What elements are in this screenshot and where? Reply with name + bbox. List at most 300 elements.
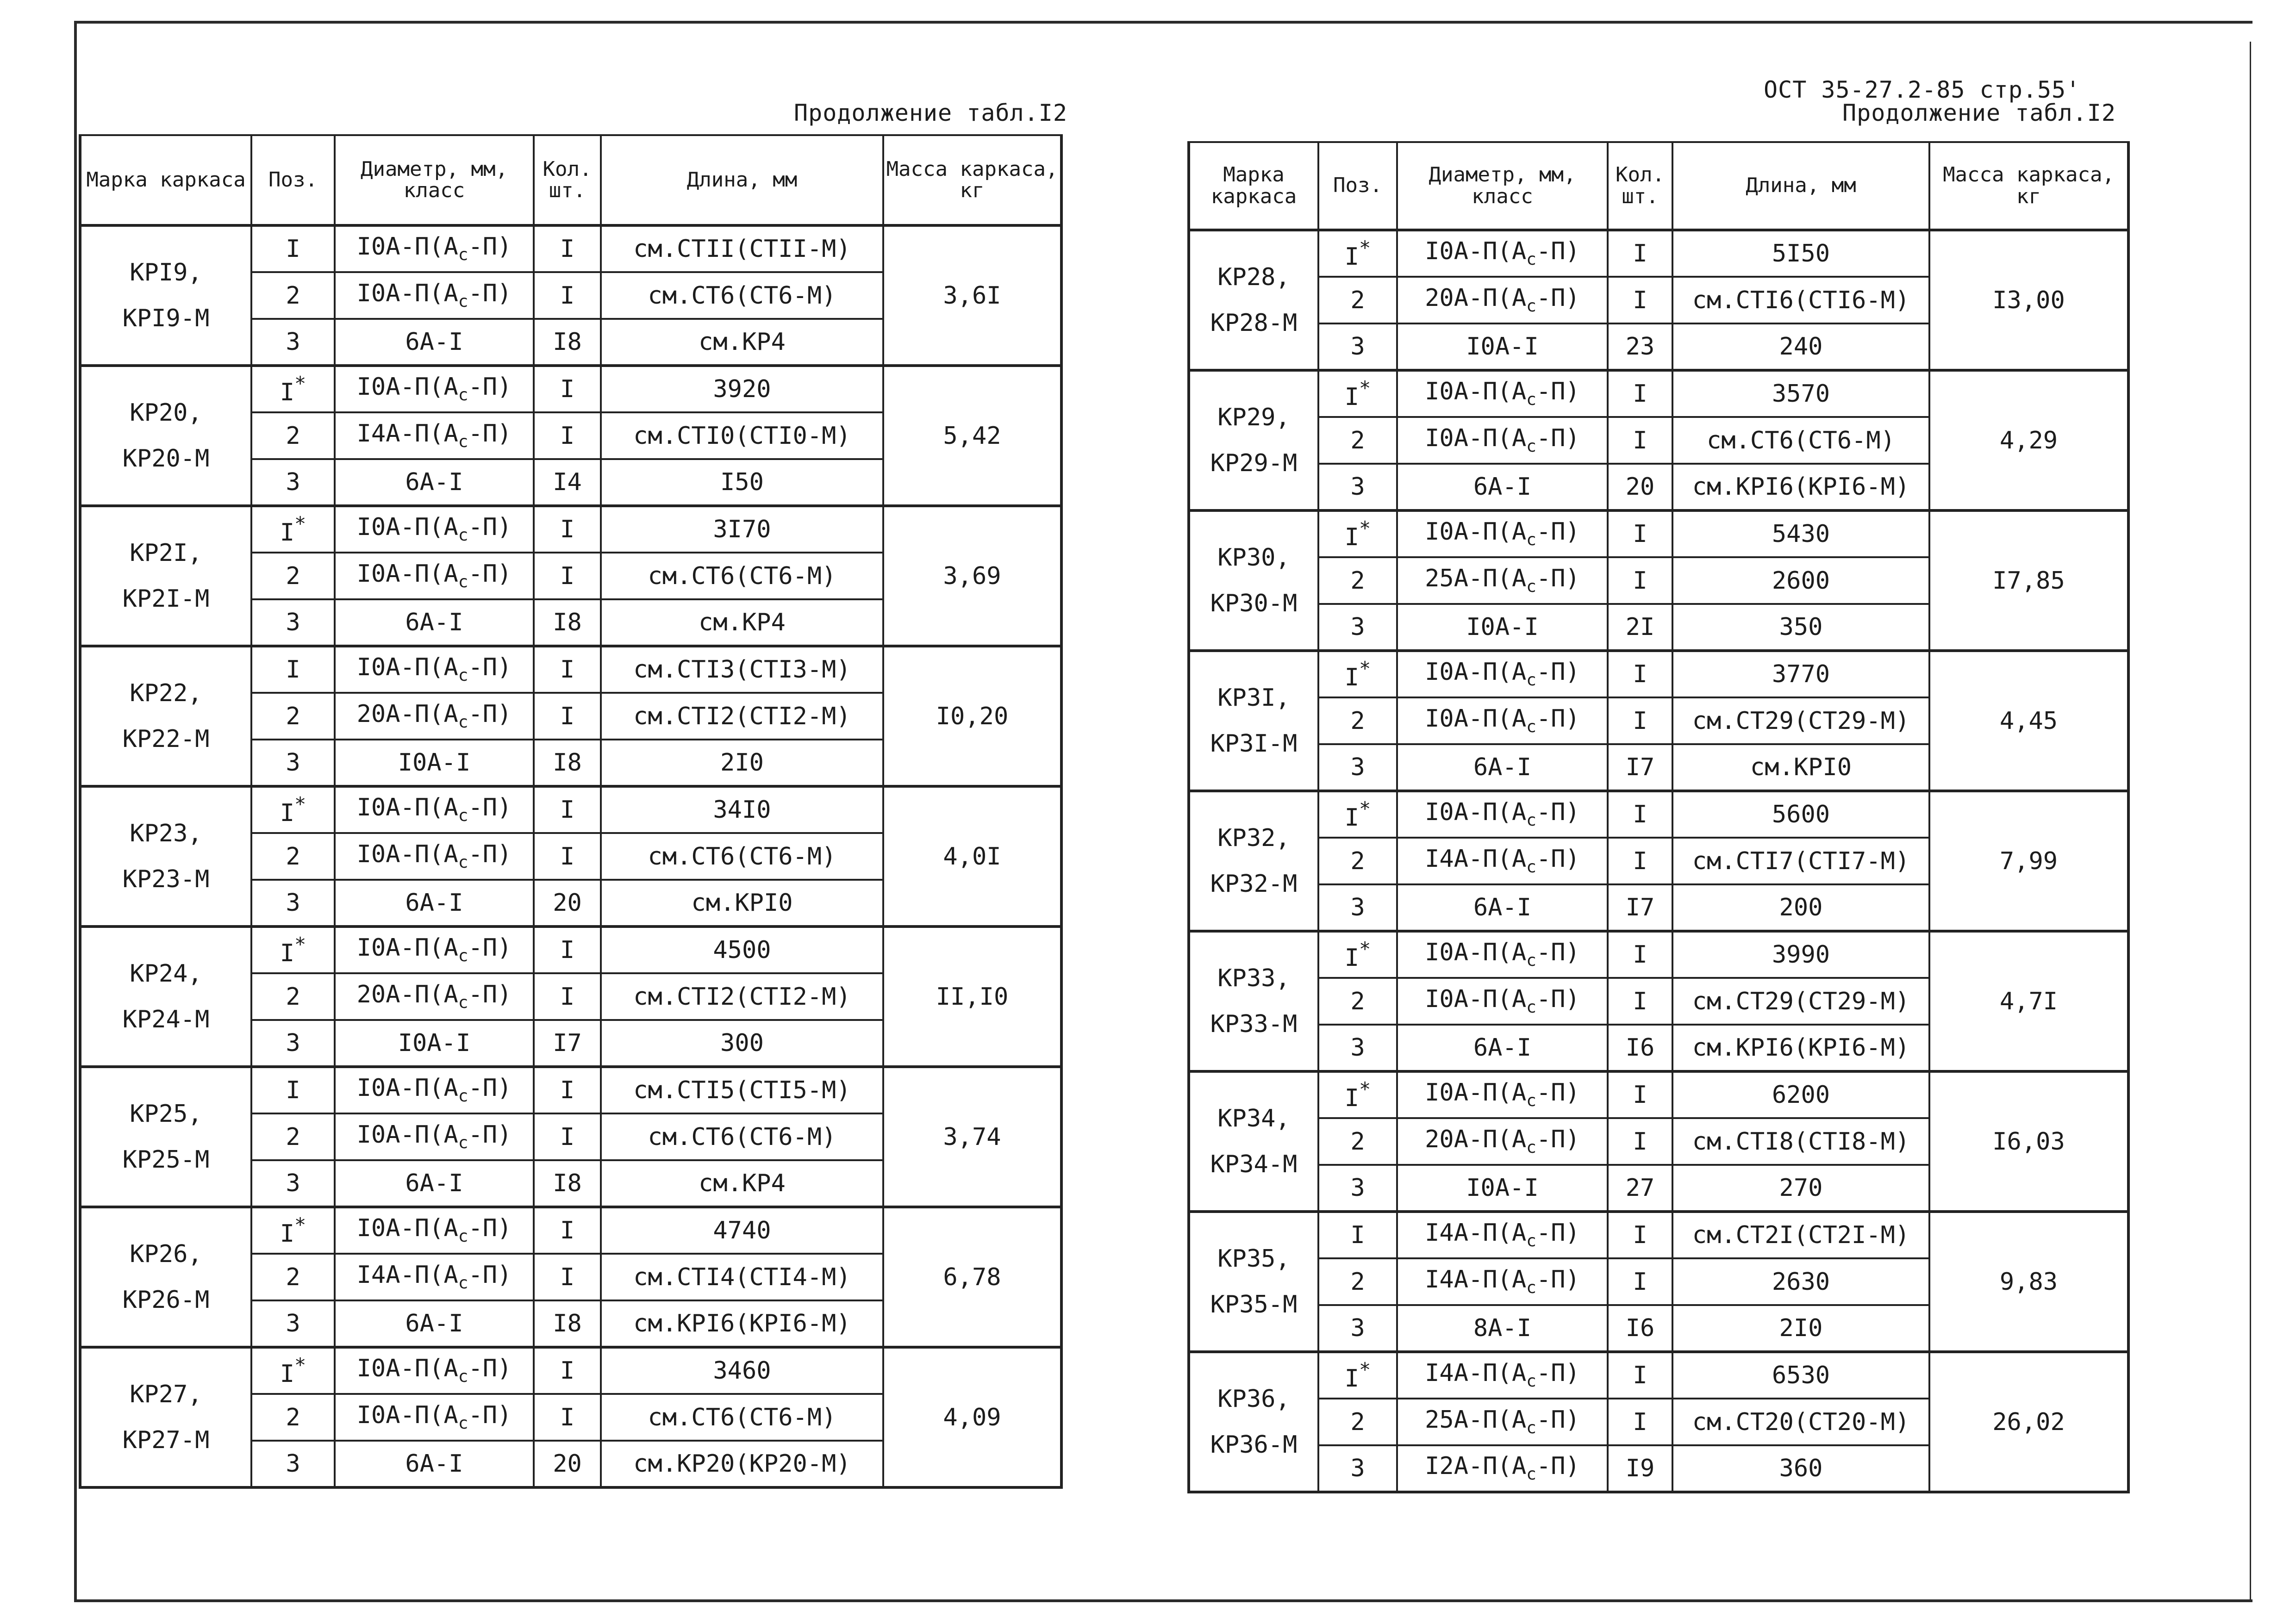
quantity-cell: I (1608, 791, 1672, 838)
length-cell: см.КР4 (601, 1160, 883, 1207)
mark-cell (1189, 1352, 1318, 1492)
asterisk-mark: * (1359, 938, 1371, 960)
table-row (80, 1347, 1061, 1394)
position-cell (251, 786, 335, 833)
mass-cell: I6,03 (1929, 1071, 2128, 1212)
position-number: 3 (1350, 1034, 1365, 1062)
mass-cell: 6,78 (883, 1207, 1061, 1347)
position-number: 3 (286, 468, 300, 496)
mark-variant: КР24-М (122, 1005, 210, 1033)
col-mass: Масса каркаса, кг (883, 135, 1061, 225)
diameter-class: I0А-I (1466, 333, 1539, 361)
diameter-cell (1397, 1118, 1608, 1165)
diameter-suffix: -П) (468, 1120, 512, 1149)
length-cell: 3770 (1672, 651, 1929, 697)
diameter-subscript: с (458, 1413, 468, 1433)
mass-cell: 4,7I (1929, 931, 2128, 1071)
mark-primary: КР25, (130, 1100, 202, 1128)
position-cell (1318, 1025, 1397, 1071)
col-qty: Кол. шт. (1608, 142, 1672, 230)
quantity-cell: I (534, 693, 601, 740)
position-number: 2 (1350, 286, 1365, 314)
length-cell: см.СТI5(СТI5-М) (601, 1067, 883, 1113)
mark-primary: КР35, (1217, 1244, 1290, 1273)
mark-primary: КР22, (130, 679, 202, 707)
length-cell: см.СТI2(СТI2-М) (601, 693, 883, 740)
col-mark: Марка каркаса (80, 135, 251, 225)
mark-variant: КР23-М (122, 865, 210, 893)
diameter-suffix: -П) (1536, 1265, 1580, 1293)
diameter-subscript: с (458, 432, 468, 451)
diameter-class: I0А-П(А (356, 233, 458, 261)
table-row (1189, 370, 2128, 417)
position-cell (1318, 1071, 1397, 1118)
position-cell (251, 1441, 335, 1487)
diameter-cell (335, 1067, 534, 1113)
mark-primary: КР28, (1217, 263, 1290, 291)
length-cell: см.СТI7(СТI7-М) (1672, 838, 1929, 884)
quantity-cell: I (1608, 651, 1672, 697)
position-cell (1318, 1118, 1397, 1165)
diameter-cell (335, 1207, 534, 1254)
quantity-cell: I (534, 1254, 601, 1300)
diameter-subscript: с (1526, 1418, 1536, 1437)
quantity-cell: 20 (534, 1441, 601, 1487)
quantity-cell: I (1608, 510, 1672, 557)
quantity-cell: I7 (534, 1020, 601, 1067)
diameter-subscript: с (1526, 997, 1536, 1017)
position-cell (1318, 744, 1397, 791)
diameter-cell (1397, 510, 1608, 557)
mark-cell (80, 786, 251, 927)
diameter-cell (335, 833, 534, 880)
diameter-class: 25А-П(А (1425, 1405, 1527, 1434)
position-cell (251, 973, 335, 1020)
position-cell (1318, 230, 1397, 277)
diameter-class: I4А-П(А (1425, 845, 1527, 873)
mark-cell (1189, 931, 1318, 1071)
diameter-suffix: -П) (468, 1401, 512, 1429)
quantity-cell: I (1608, 697, 1672, 744)
diameter-cell (1397, 1025, 1608, 1071)
length-cell: 360 (1672, 1445, 1929, 1492)
length-cell: см.КРI0 (1672, 744, 1929, 791)
diameter-class: I2А-П(А (1425, 1452, 1527, 1480)
mark-variant: КР32-М (1210, 870, 1298, 898)
diameter-cell (335, 225, 534, 272)
position-number: I (286, 235, 300, 263)
position-number: I (1344, 664, 1359, 691)
position-number: 2 (1350, 847, 1365, 875)
diameter-suffix: -П) (468, 1355, 512, 1382)
quantity-cell: I (534, 833, 601, 880)
diameter-class: I4А-П(А (356, 419, 458, 448)
col-length: Длина, мм (601, 135, 883, 225)
mark-variant: КР3I-М (1210, 729, 1298, 758)
position-cell (251, 1113, 335, 1160)
position-number: 3 (286, 1029, 300, 1057)
diameter-cell (1397, 557, 1608, 604)
quantity-cell: 20 (1608, 464, 1672, 510)
position-cell (1318, 323, 1397, 370)
length-cell: см.СТI2(СТI2-М) (601, 973, 883, 1020)
length-cell: см.СТ6(СТ6-М) (1672, 417, 1929, 464)
quantity-cell: 20 (534, 880, 601, 927)
position-number: 3 (286, 749, 300, 777)
diameter-subscript: с (458, 1367, 468, 1386)
quantity-cell: I (1608, 1352, 1672, 1399)
diameter-class: I0А-П(А (356, 1355, 458, 1382)
position-cell (1318, 417, 1397, 464)
table-row (80, 927, 1061, 973)
diameter-cell (1397, 651, 1608, 697)
table-row (1189, 1212, 2128, 1258)
position-cell (1318, 510, 1397, 557)
position-number: 2 (1350, 426, 1365, 454)
diameter-class: 20А-П(А (1425, 1125, 1527, 1153)
diameter-suffix: -П) (468, 233, 512, 261)
diameter-subscript: с (1526, 811, 1536, 830)
diameter-class: I0А-П(А (1425, 658, 1527, 686)
col-pos: Поз. (1318, 142, 1397, 230)
diameter-suffix: -П) (1536, 424, 1580, 452)
position-number: 3 (1350, 1174, 1365, 1202)
position-number: 2 (286, 1403, 300, 1431)
diameter-suffix: -П) (1536, 939, 1580, 966)
quantity-cell: I4 (534, 459, 601, 506)
position-cell (1318, 1165, 1397, 1212)
quantity-cell: I (1608, 230, 1672, 277)
diameter-class: I0А-П(А (356, 1074, 458, 1102)
length-cell: см.КРI0 (601, 880, 883, 927)
diameter-subscript: с (458, 292, 468, 311)
quantity-cell: I (534, 1207, 601, 1254)
position-cell (251, 412, 335, 459)
position-number: 2 (286, 842, 300, 871)
quantity-cell: I6 (1608, 1025, 1672, 1071)
length-cell: 5430 (1672, 510, 1929, 557)
length-cell: 4740 (601, 1207, 883, 1254)
position-cell (251, 1254, 335, 1300)
position-cell (251, 225, 335, 272)
length-cell: 240 (1672, 323, 1929, 370)
diameter-class: I0А-П(А (1425, 518, 1527, 546)
diameter-suffix: -П) (1536, 1452, 1580, 1480)
position-number: I (280, 1220, 294, 1248)
diameter-class: I0А-П(А (1425, 237, 1527, 265)
diameter-class: 8А-I (1473, 1314, 1532, 1342)
col-pos: Поз. (251, 135, 335, 225)
diameter-suffix: -П) (468, 653, 512, 681)
diameter-cell (335, 880, 534, 927)
mark-primary: КР27, (130, 1380, 202, 1408)
mark-primary: КР2I, (130, 539, 202, 567)
asterisk-mark: * (294, 933, 306, 956)
diameter-suffix: -П) (1536, 1079, 1580, 1107)
position-cell (1318, 1212, 1397, 1258)
diameter-cell (335, 459, 534, 506)
position-cell (251, 1347, 335, 1394)
table-row (1189, 1352, 2128, 1399)
mark-cell (80, 1067, 251, 1207)
quantity-cell: I (534, 272, 601, 319)
diameter-suffix: -П) (468, 513, 512, 541)
length-cell: см.СТ6(СТ6-М) (601, 553, 883, 599)
mark-variant: КР2I-М (122, 585, 210, 613)
diameter-class: I0А-П(А (356, 1401, 458, 1429)
diameter-class: 6А-I (405, 1169, 463, 1197)
length-cell: см.КР4 (601, 599, 883, 646)
mark-cell (1189, 230, 1318, 370)
table-row (1189, 510, 2128, 557)
diameter-subscript: с (1526, 1091, 1536, 1110)
position-cell (1318, 1399, 1397, 1445)
quantity-cell: I (1608, 1399, 1672, 1445)
position-number: 3 (1350, 613, 1365, 641)
diameter-subscript: с (1526, 857, 1536, 877)
diameter-cell (1397, 230, 1608, 277)
table-row (1189, 931, 2128, 978)
position-cell (1318, 1445, 1397, 1492)
diameter-suffix: -П) (1536, 518, 1580, 546)
mark-primary: КР29, (1217, 403, 1290, 431)
quantity-cell: I (1608, 838, 1672, 884)
mark-cell (1189, 651, 1318, 791)
position-cell (251, 646, 335, 693)
diameter-subscript: с (458, 712, 468, 732)
diameter-cell (335, 927, 534, 973)
diameter-class: I0А-П(А (1425, 704, 1527, 733)
position-cell (1318, 464, 1397, 510)
diameter-class: 25А-П(А (1425, 564, 1527, 592)
position-number: I (280, 1360, 294, 1388)
position-cell (1318, 978, 1397, 1025)
diameter-suffix: -П) (1536, 1359, 1580, 1387)
col-length: Длина, мм (1672, 142, 1929, 230)
length-cell: см.СТ6(СТ6-М) (601, 272, 883, 319)
diameter-suffix: -П) (1536, 1125, 1580, 1153)
mark-variant: КР36-М (1210, 1430, 1298, 1459)
table-row (1189, 1071, 2128, 1118)
diameter-subscript: с (1526, 436, 1536, 456)
diameter-suffix: -П) (1536, 798, 1580, 826)
table-row (1189, 651, 2128, 697)
position-cell (251, 1020, 335, 1067)
mass-cell: 26,02 (1929, 1352, 2128, 1492)
quantity-cell: I (534, 646, 601, 693)
mark-cell (80, 1347, 251, 1487)
position-number: 2 (286, 562, 300, 590)
length-cell: 3920 (601, 366, 883, 412)
quantity-cell: 23 (1608, 323, 1672, 370)
position-number: 3 (286, 1450, 300, 1478)
position-number: I (1344, 383, 1359, 411)
length-cell: см.СТ2I(СТ2I-М) (1672, 1212, 1929, 1258)
diameter-class: I0А-П(А (356, 1214, 458, 1242)
position-number: 3 (286, 889, 300, 917)
diameter-class: 6А-I (1473, 753, 1532, 781)
diameter-cell (1397, 978, 1608, 1025)
length-cell: см.КРI6(КРI6-М) (601, 1300, 883, 1347)
doc-ref: ОСТ 35-27.2-85 стр.55' (1764, 76, 2081, 103)
quantity-cell: I (1608, 370, 1672, 417)
length-cell: см.СТI6(СТI6-М) (1672, 277, 1929, 323)
diameter-subscript: с (458, 993, 468, 1012)
diameter-class: I0А-П(А (356, 794, 458, 821)
diameter-cell (1397, 791, 1608, 838)
position-cell (251, 599, 335, 646)
length-cell: I50 (601, 459, 883, 506)
quantity-cell: I (534, 1347, 601, 1394)
diameter-cell (335, 1160, 534, 1207)
mark-variant: КР29-М (1210, 449, 1298, 477)
diameter-class: 20А-П(А (1425, 284, 1527, 312)
diameter-cell (335, 1300, 534, 1347)
asterisk-mark: * (1359, 1358, 1371, 1381)
position-cell (1318, 931, 1397, 978)
position-cell (1318, 370, 1397, 417)
position-cell (251, 927, 335, 973)
position-cell (251, 272, 335, 319)
diameter-cell (335, 740, 534, 786)
quantity-cell: I (534, 412, 601, 459)
mark-variant: КР20-М (122, 444, 210, 473)
diameter-suffix: -П) (468, 419, 512, 448)
diameter-subscript: с (1526, 530, 1536, 549)
asterisk-mark: * (294, 512, 306, 535)
quantity-cell: I (1608, 931, 1672, 978)
diameter-class: 6А-I (1473, 473, 1532, 501)
mass-cell: 4,0I (883, 786, 1061, 927)
length-cell: 3990 (1672, 931, 1929, 978)
diameter-subscript: с (1526, 1465, 1536, 1484)
mark-cell (1189, 791, 1318, 931)
diameter-subscript: с (458, 1087, 468, 1106)
diameter-subscript: с (1526, 390, 1536, 409)
position-number: I (280, 799, 294, 827)
position-cell (1318, 557, 1397, 604)
position-cell (1318, 604, 1397, 651)
length-cell: см.СТII(СТII-М) (601, 225, 883, 272)
page-frame-right (2250, 42, 2251, 1601)
mark-variant: КР22-М (122, 725, 210, 753)
position-cell (251, 740, 335, 786)
position-number: 2 (286, 422, 300, 450)
position-number: 2 (1350, 987, 1365, 1015)
diameter-cell (335, 553, 534, 599)
mass-cell: 3,69 (883, 506, 1061, 646)
diameter-suffix: -П) (468, 794, 512, 821)
diameter-suffix: -П) (468, 1261, 512, 1289)
table-row (80, 366, 1061, 412)
mark-variant: КР35-М (1210, 1290, 1298, 1318)
asterisk-mark: * (294, 1213, 306, 1236)
diameter-class: I4А-П(А (356, 1261, 458, 1289)
mass-cell: 4,09 (883, 1347, 1061, 1487)
quantity-cell: I (534, 927, 601, 973)
diameter-suffix: -П) (468, 934, 512, 962)
diameter-subscript: с (458, 1133, 468, 1152)
position-number: I (1344, 243, 1359, 271)
table-row (80, 646, 1061, 693)
table-row (80, 1207, 1061, 1254)
mark-variant: КР25-М (122, 1145, 210, 1174)
length-cell: см.СТ6(СТ6-М) (601, 833, 883, 880)
table-row (1189, 230, 2128, 277)
position-number: 3 (1350, 333, 1365, 361)
quantity-cell: I (534, 1113, 601, 1160)
diameter-subscript: с (1526, 1278, 1536, 1297)
mark-primary: КР20, (130, 398, 202, 427)
table-row (80, 506, 1061, 553)
diameter-subscript: с (1526, 1138, 1536, 1157)
diameter-subscript: с (458, 386, 468, 404)
position-number: I (1344, 523, 1359, 551)
mass-cell: I3,00 (1929, 230, 2128, 370)
diameter-suffix: -П) (468, 1214, 512, 1242)
diameter-suffix: -П) (1536, 564, 1580, 592)
position-cell (251, 1394, 335, 1441)
diameter-cell (1397, 697, 1608, 744)
length-cell: 2630 (1672, 1258, 1929, 1305)
diameter-subscript: с (1526, 951, 1536, 970)
diameter-class: I0А-П(А (1425, 378, 1527, 405)
table-right (1187, 141, 2130, 1493)
asterisk-mark: * (1359, 377, 1371, 399)
mark-primary: КР32, (1217, 824, 1290, 852)
diameter-subscript: с (458, 666, 468, 685)
quantity-cell: I8 (534, 740, 601, 786)
quantity-cell: I (534, 553, 601, 599)
diameter-subscript: с (458, 852, 468, 872)
diameter-cell (1397, 464, 1608, 510)
mark-variant: КР34-М (1210, 1150, 1298, 1178)
mark-cell (80, 1207, 251, 1347)
position-number: 2 (286, 983, 300, 1011)
asterisk-mark: * (294, 1354, 306, 1376)
mark-primary: КР30, (1217, 543, 1290, 572)
mark-variant: КР28-М (1210, 309, 1298, 337)
diameter-class: 20А-П(А (356, 980, 458, 1008)
mark-primary: КР3I, (1217, 684, 1290, 712)
diameter-cell (335, 506, 534, 553)
col-mark: Марка каркаса (1189, 142, 1318, 230)
position-number: I (1344, 944, 1359, 972)
quantity-cell: I (534, 786, 601, 833)
position-number: I (280, 519, 294, 547)
diameter-cell (335, 272, 534, 319)
diameter-suffix: -П) (468, 700, 512, 728)
position-cell (1318, 791, 1397, 838)
diameter-suffix: -П) (468, 279, 512, 307)
mark-variant: КР30-М (1210, 589, 1298, 617)
length-cell: 2I0 (601, 740, 883, 786)
length-cell: 3I70 (601, 506, 883, 553)
length-cell: см.СТI0(СТI0-М) (601, 412, 883, 459)
quantity-cell: I (1608, 1071, 1672, 1118)
diameter-cell (1397, 884, 1608, 931)
diameter-cell (335, 599, 534, 646)
diameter-subscript: с (1526, 671, 1536, 690)
diameter-class: I0А-П(А (356, 560, 458, 588)
diameter-cell (335, 786, 534, 833)
position-number: 3 (1350, 894, 1365, 921)
asterisk-mark: * (1359, 517, 1371, 540)
mass-cell: 7,99 (1929, 791, 2128, 931)
diameter-cell (1397, 323, 1608, 370)
position-number: I (1344, 1365, 1359, 1393)
diameter-class: I0А-П(А (356, 840, 458, 868)
